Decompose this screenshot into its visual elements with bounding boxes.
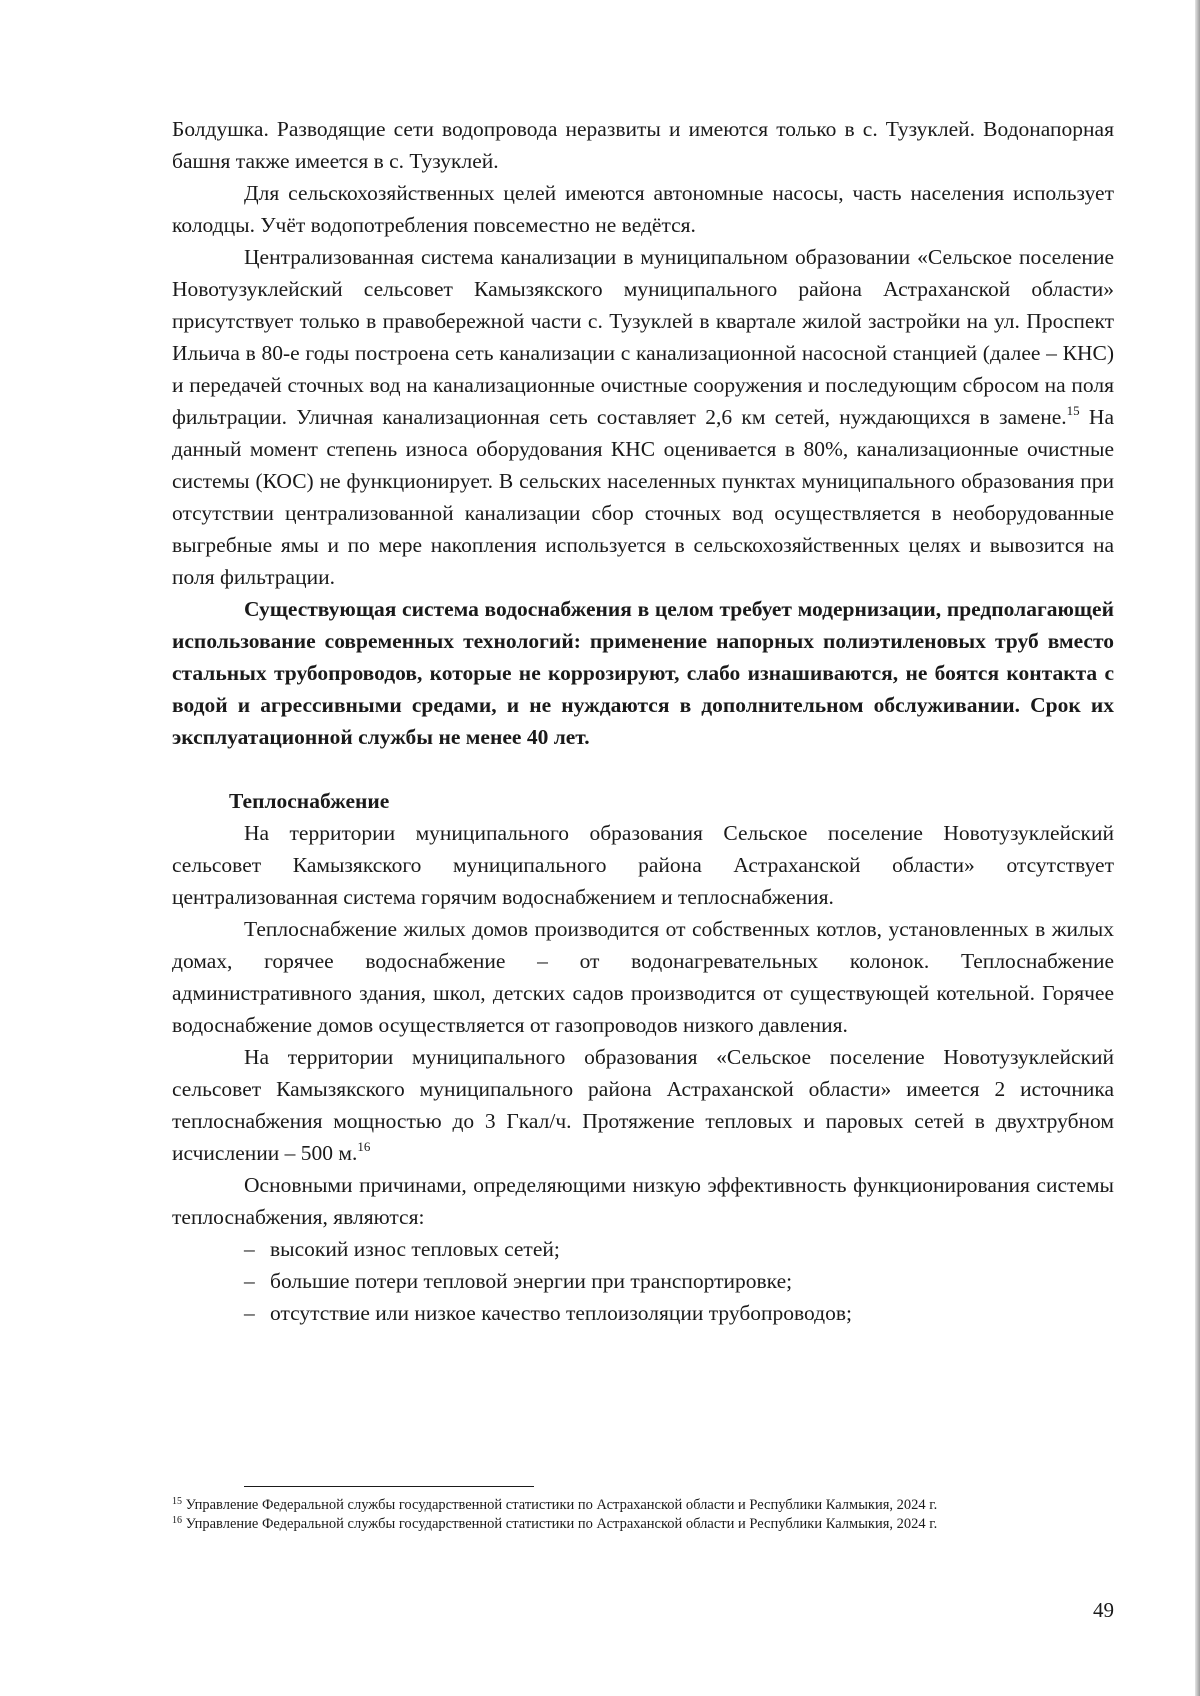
footnotes <box>172 1496 1114 1533</box>
paragraph-inefficiency-reasons: Основными причинами, определяющими низкую эффективность функционирования системы теплоснабжения, являются: <box>172 1173 1114 1229</box>
paragraph-sewerage <box>172 241 1114 593</box>
paragraph-heat-sources-capacity <box>172 1041 1114 1169</box>
heat-sources-text: На территории муниципального образования «Сельское поселение Новотузуклейский сельсовет Камызякского муниципального района Астраханской области» имеется 2 источника теплоснабжения мощностью до 3 Гкал/ч. Протяжение тепловых и паровых сетей в двухтрубном исчислении – 500 м. <box>172 1045 1114 1165</box>
list-item-text: отсутствие или низкое качество теплоизоляции трубопроводов; <box>270 1301 852 1325</box>
paragraph-modernization-conclusion: Существующая система водоснабжения в целом требует модернизации, предполагающей использование современных технологий: применение напорных полиэтиленовых труб вместо стальных трубопроводов, которые не коррозируют, слабо изнашиваются, не боятся контакта с водой и агрессивными средами, и не нуждаются в дополнительном обслуживании. Срок их эксплуатационной службы не менее 40 лет. <box>172 597 1114 749</box>
body-text <box>172 113 1114 1329</box>
paragraph-agricultural-water: Для сельскохозяйственных целей имеются автономные насосы, часть населения использует колодцы. Учёт водопотребления повсеместно не ведётся. <box>172 181 1114 237</box>
page-number: 49 <box>1093 1598 1114 1622</box>
footnote-number: 16 <box>172 1514 182 1526</box>
reasons-list <box>172 1233 1114 1329</box>
list-dash: – <box>244 1237 255 1261</box>
page-edge-shadow <box>1195 0 1200 1696</box>
footnote-separator <box>244 1486 534 1487</box>
list-item-text: большие потери тепловой энергии при транспортировке; <box>270 1269 793 1293</box>
footnote-number: 15 <box>172 1496 182 1507</box>
footnote-text: Управление Федеральной службы государственной статистики по Астраханской области и Республики Калмыкия, 2024 г. <box>182 1497 938 1513</box>
paragraph-no-central-heating: На территории муниципального образования Сельское поселение Новотузуклейский сельсовет Камызякского муниципального района Астраханской области» отсутствует централизованная система горячим водоснабжением и теплоснабжения. <box>172 821 1114 909</box>
list-item <box>172 1297 1114 1329</box>
section-heading-heat-supply: Теплоснабжение <box>229 789 390 813</box>
list-dash: – <box>244 1301 255 1325</box>
footnote-15 <box>172 1496 1114 1515</box>
footnote-ref-15: 15 <box>1066 403 1080 418</box>
list-item-text: высокий износ тепловых сетей; <box>270 1237 560 1261</box>
paragraph-water-supply-end: Болдушка. Разводящие сети водопровода неразвиты и имеются только в с. Тузуклей. Водонапорная башня также имеется в с. Тузуклей. <box>172 117 1114 173</box>
paragraph-heating-sources: Теплоснабжение жилых домов производится от собственных котлов, установленных в жилых домах, горячее водоснабжение – от водонагревательных колонок. Теплоснабжение административного здания, школ, детских садов производится от существующей котельной. Горячее водоснабжение домов осуществляется от газопроводов низкого давления. <box>172 917 1114 1037</box>
sewerage-text-part1: Централизованная система канализации в муниципальном образовании «Сельское поселение Новотузуклейский сельсовет Камызякского муниципального района Астраханской области» присутствует только в правобережной части с. Тузуклей в квартале жилой застройки на ул. Проспект Ильича в 80-е годы построена сеть канализации с канализационной насосной станцией (далее – КНС) и передачей сточных вод на канализационные очистные сооружения и последующим сбросом на поля фильтрации. Уличная канализационная сеть составляет 2,6 км сетей, нуждающихся в замене. <box>172 245 1114 429</box>
footnote-ref-16: 16 <box>357 1139 371 1154</box>
footnote-16 <box>172 1515 1114 1534</box>
list-item <box>172 1233 1114 1265</box>
sewerage-text-part2: На данный момент степень износа оборудования КНС оценивается в 80%, канализационные очистные системы (КОС) не функционирует. В сельских населенных пунктах муниципального образования при отсутствии централизованной канализации сбор сточных вод осуществляется в необорудованные выгребные ямы и по мере накопления используется в сельскохозяйственных целях и вывозится на поля фильтрации. <box>172 405 1115 589</box>
list-dash: – <box>244 1269 255 1293</box>
list-item <box>172 1265 1114 1297</box>
footnote-text: Управление Федеральной службы государственной статистики по Астраханской области и Республики Калмыкия, 2024 г. <box>182 1515 938 1532</box>
